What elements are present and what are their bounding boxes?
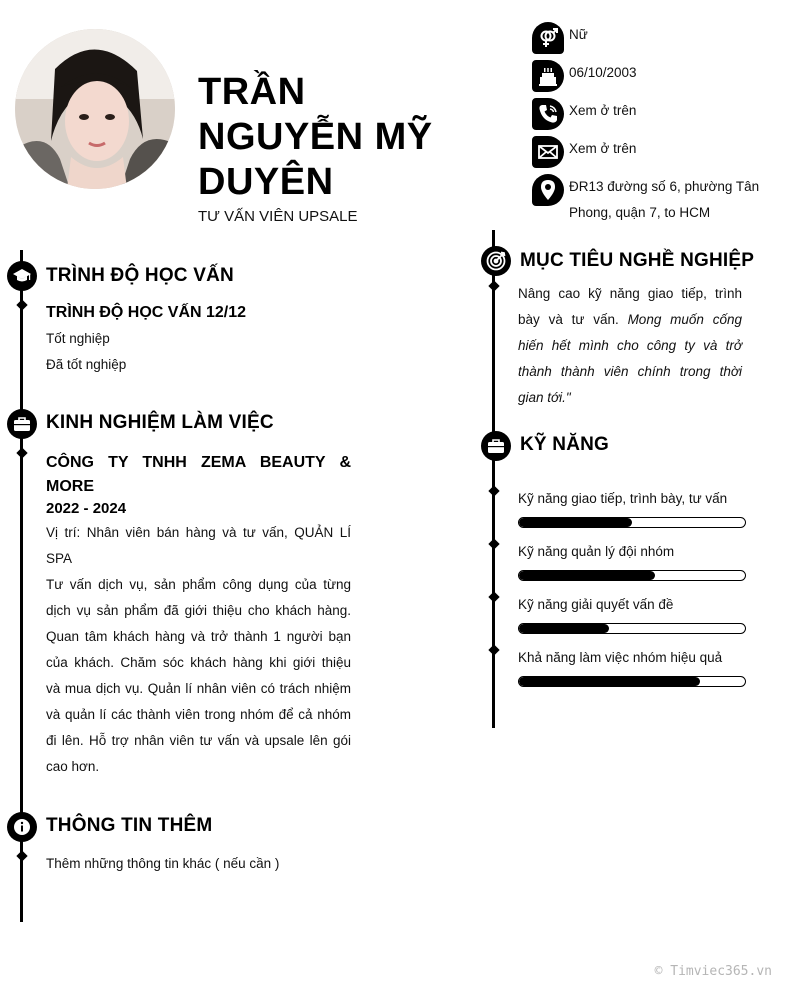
- education-line: Tốt nghiệp: [46, 331, 110, 346]
- skills-heading: KỸ NĂNG: [520, 434, 610, 455]
- company-line: CÔNG TY TNHH ZEMA BEAUTY &: [46, 454, 351, 471]
- graduation-cap-icon: [7, 261, 37, 291]
- extra-text: Thêm những thông tin khác ( nếu cần ): [46, 856, 280, 871]
- email-value: Xem ở trên: [569, 141, 637, 156]
- timeline-marker: [16, 299, 27, 310]
- objective-line: [518, 307, 742, 333]
- objective-line: gian tới.": [518, 390, 571, 405]
- contact-email: [532, 136, 782, 168]
- info-icon: [7, 812, 37, 842]
- timeline-marker: [16, 850, 27, 861]
- description-line: đi lên. Hỗ trợ nhân viên tư vấn và upsale lên gói: [46, 733, 351, 748]
- phone-icon: [532, 98, 564, 130]
- skill-bar: [518, 570, 746, 581]
- timeline-marker: [16, 447, 27, 458]
- address-line: Phong, quận 7, to HCM: [569, 205, 711, 220]
- experience-position: [46, 520, 351, 572]
- skill-bar: [518, 517, 746, 528]
- skill-bar: [518, 676, 746, 687]
- education-details: [46, 326, 126, 378]
- briefcase-icon: [7, 409, 37, 439]
- objective-phrase: Mong muốn cống: [627, 312, 742, 327]
- position-line: Vị trí: Nhân viên bán hàng và tư vấn, QUẢN LÍ: [46, 525, 351, 540]
- timeline-marker: [488, 644, 499, 655]
- skill-label: Kỹ năng giao tiếp, trình bày, tư vấn: [518, 491, 728, 506]
- description-line: cao hơn.: [46, 759, 100, 774]
- contact-list: [532, 22, 782, 232]
- name-line: TRẦN: [198, 71, 306, 113]
- skill-label: Kỹ năng giải quyết vấn đề: [518, 597, 674, 612]
- timeline-marker: [488, 280, 499, 291]
- location-icon: [532, 174, 564, 206]
- skill-bar: [518, 623, 746, 634]
- skill-label: Kỹ năng quản lý đội nhóm: [518, 544, 675, 559]
- name-line: NGUYỄN MỸ: [198, 116, 433, 158]
- timeline-marker: [488, 538, 499, 549]
- experience-period: 2022 - 2024: [46, 500, 127, 517]
- objective-line: Nâng cao kỹ năng giao tiếp, trình: [518, 286, 742, 301]
- skill-bar-fill: [519, 677, 700, 686]
- address-value: [569, 174, 759, 226]
- objective-line: thành thành viên chính trong thời: [518, 364, 742, 379]
- contact-gender: [532, 22, 782, 54]
- objective-phrase: bày và tư vấn.: [518, 312, 619, 327]
- description-line: và quản lí các thành viên trong nhóm để cả nhóm: [46, 707, 351, 722]
- experience-description: [46, 572, 351, 780]
- birthday-cake-icon: [532, 60, 564, 92]
- description-line: của khách. Chăm sóc khách hàng khi giới thiệu: [46, 655, 351, 670]
- education-heading: TRÌNH ĐỘ HỌC VẤN: [46, 265, 234, 286]
- contact-birthday: [532, 60, 782, 92]
- extra-heading: THÔNG TIN THÊM: [46, 815, 213, 836]
- contact-address: [532, 174, 782, 226]
- skill-bar-fill: [519, 571, 655, 580]
- skill-label: Khả năng làm việc nhóm hiệu quả: [518, 650, 723, 665]
- phone-value: Xem ở trên: [569, 103, 637, 118]
- timeline-marker: [488, 591, 499, 602]
- skill-bar-fill: [519, 518, 632, 527]
- name-line: DUYÊN: [198, 161, 334, 203]
- timeline-marker: [488, 485, 499, 496]
- description-line: và mua dịch vụ. Quản lí nhân viên có trách nhiệm: [46, 681, 351, 696]
- address-line: ĐR13 đường số 6, phường Tân: [569, 179, 760, 194]
- watermark: © Timviec365.vn: [654, 964, 772, 979]
- skill-bar-fill: [519, 624, 609, 633]
- briefcase-icon: [481, 431, 511, 461]
- objective-heading: MỤC TIÊU NGHỀ NGHIỆP: [520, 250, 755, 271]
- description-line: Quan tâm khách hàng và trở thành 1 người bạn: [46, 629, 351, 644]
- gender-value: Nữ: [569, 27, 588, 42]
- avatar: [15, 29, 175, 189]
- education-school: TRÌNH ĐỘ HỌC VẤN 12/12: [46, 304, 247, 321]
- job-title: TƯ VẤN VIÊN UPSALE: [198, 208, 358, 225]
- position-line: SPA: [46, 551, 73, 566]
- experience-company: [46, 451, 351, 499]
- company-line: MORE: [46, 478, 94, 495]
- birthday-value: 06/10/2003: [569, 65, 637, 80]
- description-line: Tư vấn dịch vụ, sản phẩm công dụng của từng: [46, 577, 351, 592]
- candidate-name: [198, 70, 488, 205]
- email-icon: [532, 136, 564, 168]
- objective-text: [518, 281, 742, 411]
- education-line: Đã tốt nghiệp: [46, 357, 127, 372]
- target-icon: [481, 246, 511, 276]
- gender-icon: [532, 22, 564, 54]
- description-line: dịch vụ sản phẩm đã giới thiệu cho khách hàng.: [46, 603, 351, 618]
- experience-heading: KINH NGHIỆM LÀM VIỆC: [46, 412, 274, 433]
- objective-line: hiến hết mình cho công ty và trở: [518, 338, 742, 353]
- contact-phone: [532, 98, 782, 130]
